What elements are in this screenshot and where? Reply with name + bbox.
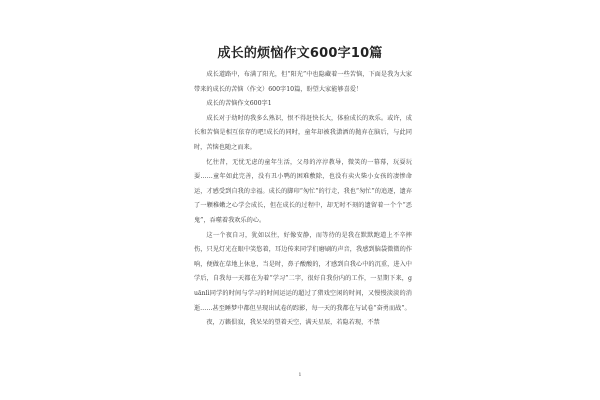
section-heading: 成长的苦恼作文600字1 xyxy=(206,100,272,108)
page-number: 1 xyxy=(298,372,302,378)
body-paragraph: 忆往昔，无忧无虑的童年生活，父母的淳淳教导，微笑的一幕幕，玩耍玩耍……童年如此完善，没有丑小鸭的困难敷除，也没有卖火柴小女孩的凄惨命运，才感受到自我的幸福。成长的脚印“匆忙”的行走，我也“匆忙”的追逐，遗弃了一颗稚嫩之心学会成长，但在成长的过程中，却无时不刻的遗留着一个个“恶鬼”，吞噬着我欢乐的心。 xyxy=(194,158,412,224)
body-paragraph: 这一个夜自习，犹如以往，好像安静，而等待的是我在默默跑道上不辛摔伤，只见灯光在眼中笑悠着，耳边传来同学们磨刷的声音，我感到脑袋微微的作响，便做在草地上休息，当是时，鼻子酸酸的，才感到自我心中的沉重，进入中学后，自我每一天都在为着“学习”二字，很好自我份内的工作，一星期下来，guānlì同学的时间与学习的时间运运的超过了猎戏空闲的时间，又慢慢淡淡的消逝……甚至睡梦中都但呈现出试卷的踪影，每一天的我都在与试卷“奋勇而战”。 xyxy=(194,231,412,312)
document-body xyxy=(194,68,412,331)
body-paragraph: 成长对于幼时的我多么熟识，恨不得赶快长大，体验成长的欢乐。或许，成长和苦恼是相互依存的吧!成长的同时，童年却被我潇洒的抛弃在脑后，与此同时，苦恼也随之而来。 xyxy=(194,114,412,151)
body-paragraph: 夜，万籁俱寂，我呆呆的望着天空，满天星辰，若隐若现，不禁 xyxy=(206,319,380,327)
document-title: 成长的烦恼作文600字10篇 xyxy=(217,46,383,61)
intro-paragraph: 成长道路中，布满了阳光，但“阳光”中也隐藏着一些苦恼，下面是我为大家带来的成长的苦恼（作文）600字10篇，盼望大家能够喜爱！ xyxy=(194,71,412,93)
